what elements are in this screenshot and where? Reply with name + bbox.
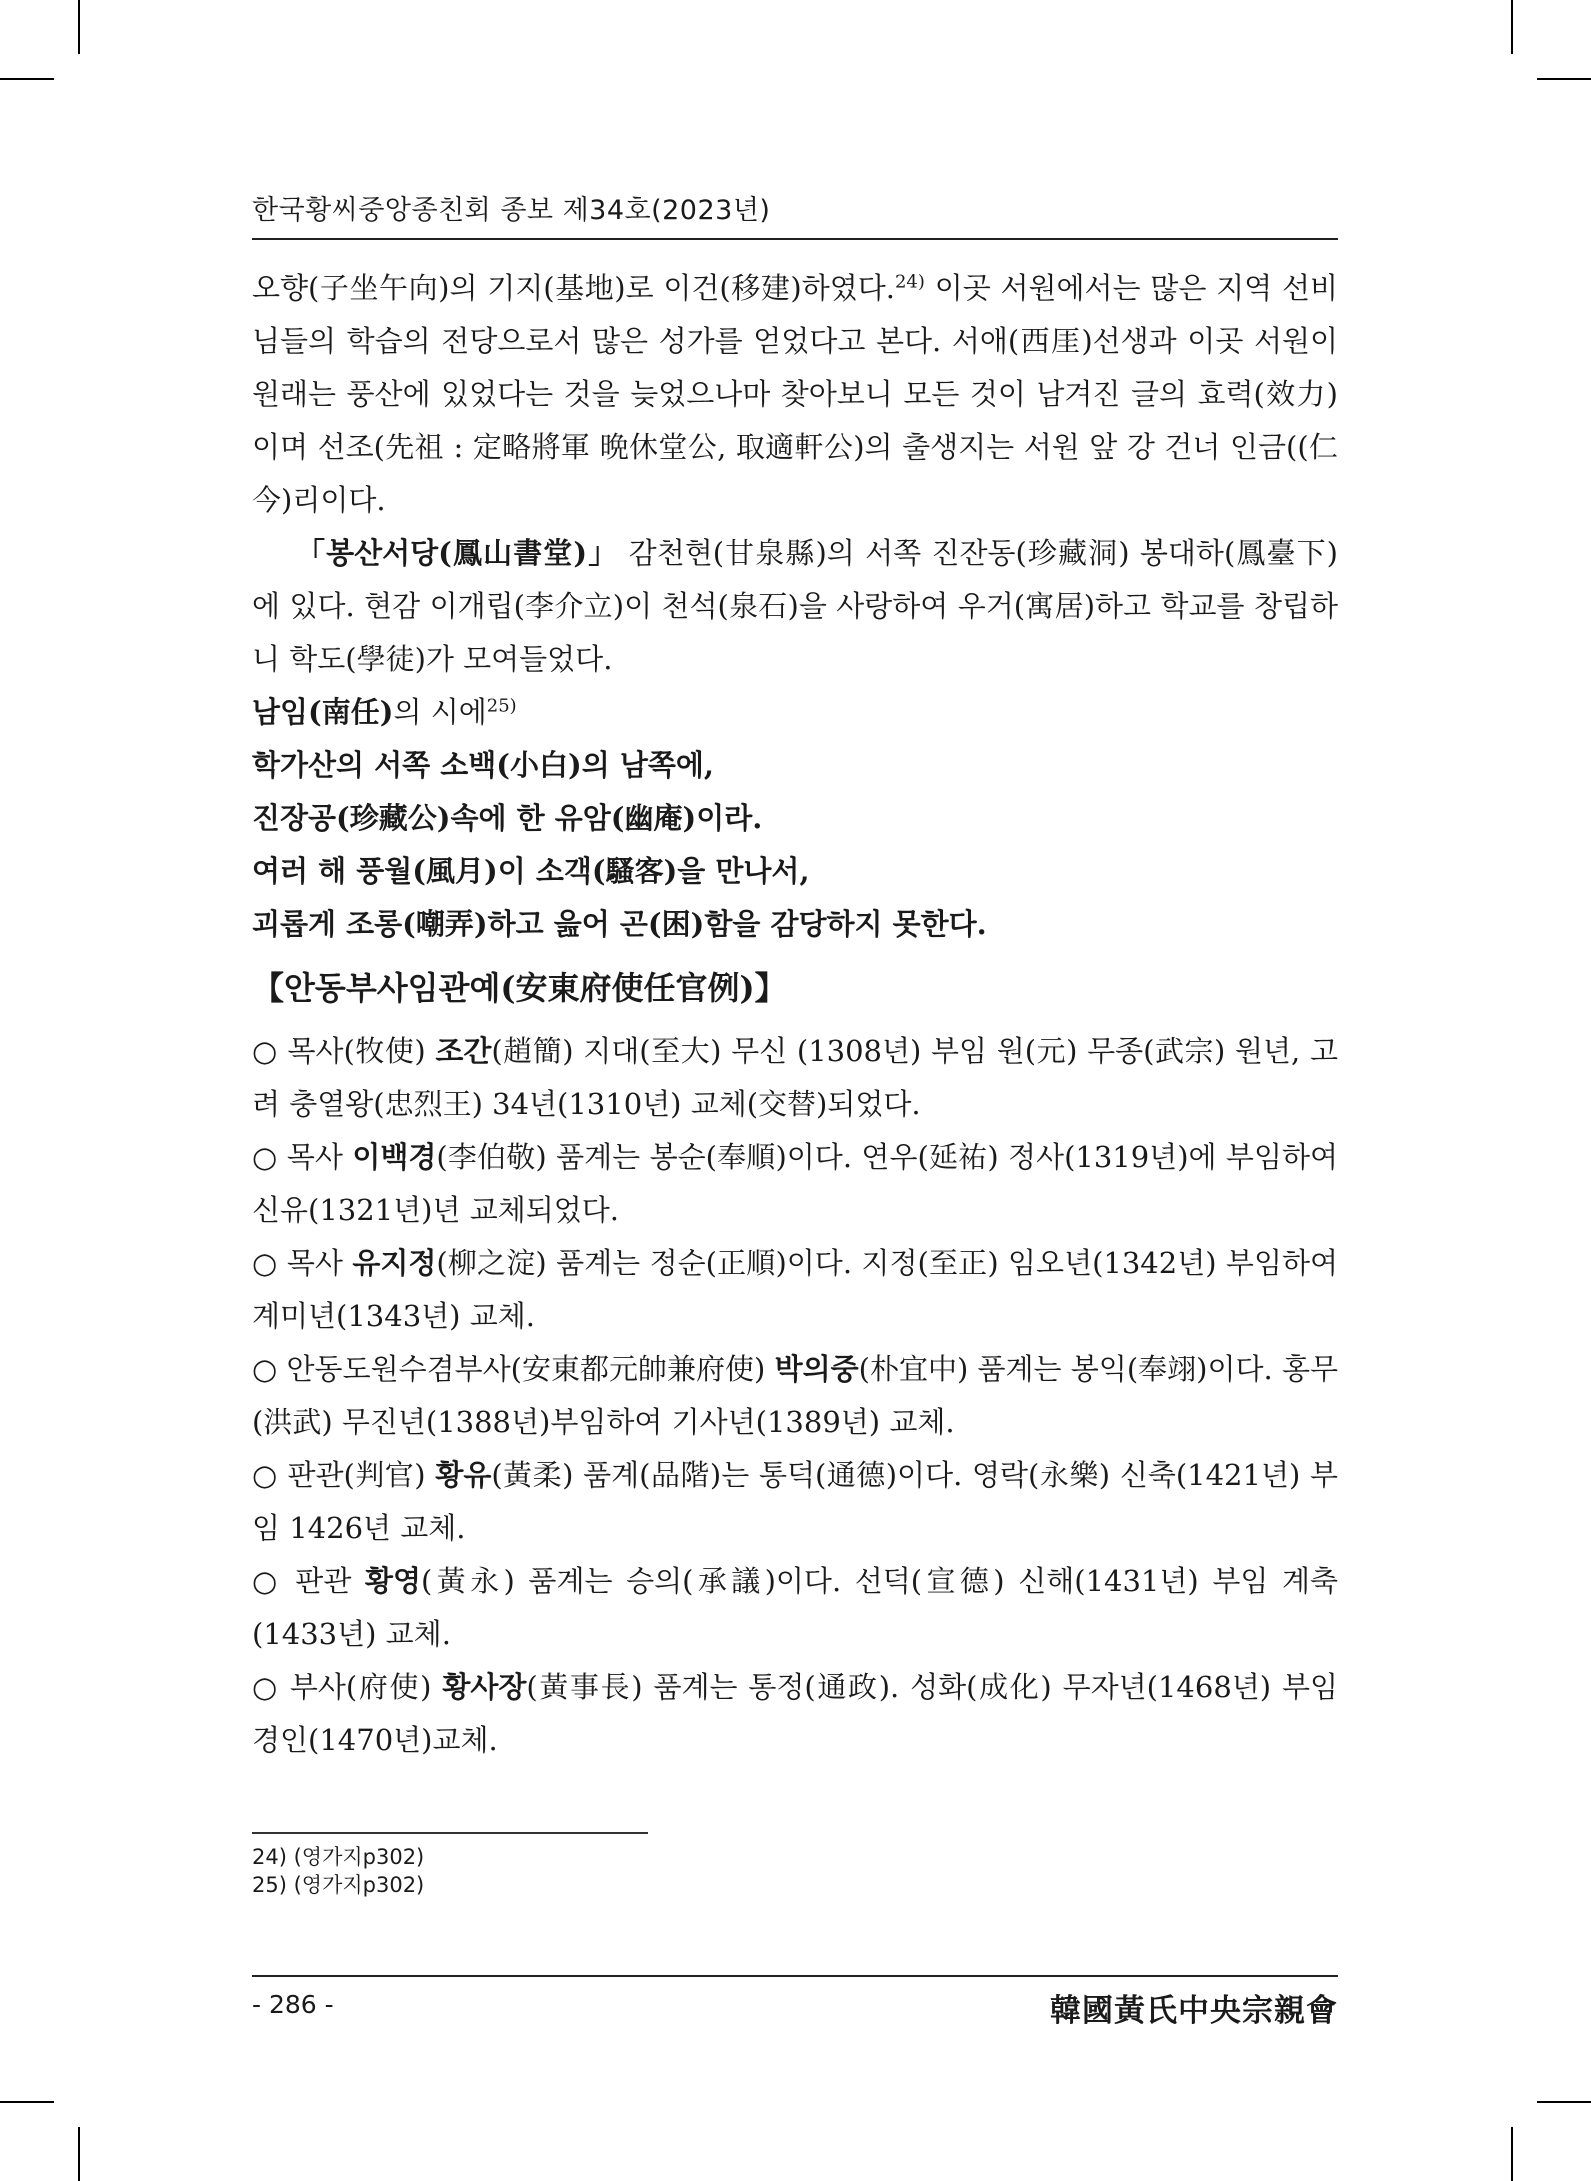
- crop-mark: [1537, 2101, 1591, 2103]
- list-item: [252, 1555, 1338, 1661]
- organization-logo: 韓國黃氏中央宗親會: [1050, 1993, 1338, 2029]
- entry-text: (柳之淀) 품계는 정순(正順)이다. 지정(至正) 임오년(1342년) 부임하여 계미년(1343년) 교체.: [252, 1246, 1338, 1333]
- list-item: [252, 1449, 1338, 1555]
- crop-mark: [78, 0, 80, 54]
- list-item: [252, 1237, 1338, 1343]
- entry-prefix: ○ 안동도원수겸부사(安東都元帥兼府使): [252, 1352, 775, 1386]
- poem-line: 괴롭게 조롱(嘲弄)하고 읊어 곤(困)함을 감당하지 못한다.: [252, 907, 987, 941]
- paragraph-text: 이곳 서원에서는 많은 지역 선비님들의 학습의 전당으로서 많은 성가를 얻었다고 본다. 서애(西厓)선생과 이곳 서원이 원래는 풍산에 있었다는 것을 늦었으나마 찾아보니 모든 것이 남겨진 글의 효력(效力)이며 선조(先祖 : 定略將軍 晩休堂公, 取適軒公)의 출생지는 서원 앞 강 건너 인금((仁今)리이다.: [252, 271, 1338, 517]
- poem-line: 학가산의 서쪽 소백(小白)의 남쪽에,: [252, 748, 714, 782]
- footnote: 25) (영가지p302): [252, 1873, 425, 1897]
- entry-prefix: ○ 목사(牧使): [252, 1034, 436, 1068]
- entry-prefix: ○ 목사: [252, 1140, 353, 1174]
- entry-name: 유지정: [352, 1246, 437, 1280]
- entry-prefix: ○ 판관(判官): [252, 1458, 436, 1492]
- footnote-ref[interactable]: 24): [894, 271, 925, 293]
- list-item: [252, 1131, 1338, 1237]
- poem-intro: [252, 686, 1338, 739]
- entry-text: (朴宜中) 품계는 봉익(奉翊)이다. 홍무(洪武) 무진년(1388년)부임하여 기사년(1389년) 교체.: [252, 1352, 1338, 1439]
- section-title: 【안동부사임관예(安東府使任官例)】: [252, 969, 787, 1007]
- poem-intro-text: 의 시에: [393, 695, 487, 729]
- paragraph: [252, 527, 1338, 686]
- main-content: [252, 262, 1338, 1767]
- footnotes: [252, 1843, 424, 1899]
- crop-mark: [1537, 78, 1591, 80]
- crop-mark: [0, 78, 54, 80]
- poem-line: 여러 해 풍월(風月)이 소객(騷客)을 만나서,: [252, 854, 810, 888]
- crop-mark: [1511, 2127, 1513, 2181]
- entry-prefix: ○ 부사(府使): [252, 1670, 443, 1704]
- entry-name: 황유: [435, 1458, 492, 1492]
- header-rule: [252, 238, 1338, 240]
- footnote: 24) (영가지p302): [252, 1845, 425, 1869]
- list-item: [252, 1025, 1338, 1131]
- paragraph-title: 「봉산서당(鳳山書堂)」: [296, 536, 619, 570]
- entry-prefix: ○ 판관: [252, 1564, 365, 1598]
- entry-name: 이백경: [352, 1140, 437, 1174]
- list-item: [252, 1343, 1338, 1449]
- entry-name: 박의중: [774, 1352, 859, 1386]
- list-item: [252, 1661, 1338, 1767]
- footer-rule: [252, 1975, 1338, 1977]
- footnote-rule: [252, 1832, 648, 1834]
- entry-text: (趙簡) 지대(至大) 무신 (1308년) 부임 원(元) 무종(武宗) 원년, 고려 충열왕(忠烈王) 34년(1310년) 교체(交替)되었다.: [252, 1034, 1338, 1121]
- entry-prefix: ○ 목사: [252, 1246, 353, 1280]
- crop-mark: [78, 2127, 80, 2181]
- footnote-ref[interactable]: 25): [486, 695, 517, 717]
- page-number: - 286 -: [252, 1990, 334, 2019]
- poet-name: 남임(南任): [252, 695, 394, 729]
- entry-name: 황영: [364, 1564, 421, 1598]
- entry-text: (黃柔) 품계(品階)는 통덕(通德)이다. 영락(永樂) 신축(1421년) 부임 1426년 교체.: [252, 1458, 1339, 1545]
- paragraph-text: 오향(子坐午向)의 기지(基地)로 이건(移建)하였다.: [252, 271, 895, 305]
- entry-name: 황사장: [442, 1670, 527, 1704]
- crop-mark: [0, 2101, 54, 2103]
- paragraph-text: 감천현(甘泉縣)의 서쪽 진잔동(珍藏洞) 봉대하(鳳臺下)에 있다. 현감 이개립(李介立)이 천석(泉石)을 사랑하여 우거(寓居)하고 학교를 창립하니 학도(學徒)가 모여들었다.: [252, 536, 1338, 676]
- crop-mark: [1511, 0, 1513, 54]
- running-header: 한국황씨중앙종친회 종보 제34호(2023년): [252, 195, 771, 226]
- poem-line: 진장공(珍藏公)속에 한 유암(幽庵)이라.: [252, 801, 763, 835]
- entry-text: (黃事長) 품계는 통정(通政). 성화(成化) 무자년(1468년) 부임 경인(1470년)교체.: [252, 1670, 1338, 1757]
- entry-text: (李伯敬) 품계는 봉순(奉順)이다. 연우(延祐) 정사(1319년)에 부임하여 신유(1321년)년 교체되었다.: [252, 1140, 1338, 1227]
- entry-text: (黃永) 품계는 승의(承議)이다. 선덕(宣德) 신해(1431년) 부임 계축(1433년) 교체.: [252, 1564, 1338, 1651]
- paragraph: [252, 262, 1338, 527]
- entry-name: 조간: [435, 1034, 492, 1068]
